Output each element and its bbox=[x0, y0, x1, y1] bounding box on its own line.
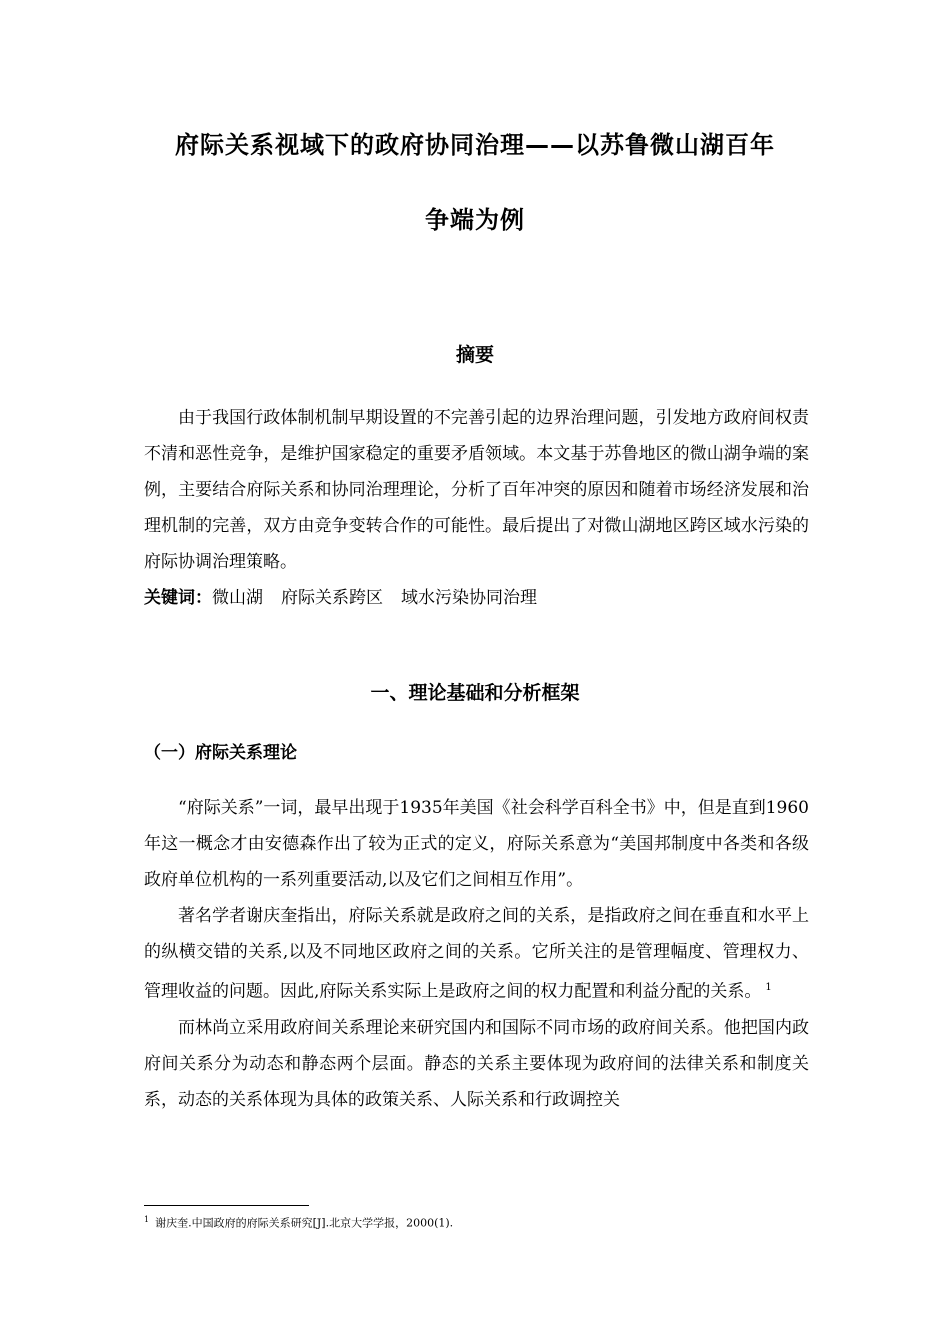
footnote-reference: 1 bbox=[765, 982, 772, 993]
subsection-heading: （一）府际关系理论 bbox=[144, 743, 297, 763]
footnote-divider bbox=[144, 1205, 309, 1206]
document-title-line-1: 府际关系视域下的政府协同治理——以苏鲁微山湖百年 bbox=[175, 131, 775, 159]
keyword-item: 域水污染协同治理 bbox=[401, 588, 537, 608]
footnote-text: 谢庆奎.中国政府的府际关系研究[J].北京大学学报，2000(1). bbox=[155, 1216, 454, 1230]
body-paragraph-2-text: 著名学者谢庆奎指出，府际关系就是政府之间的关系，是指政府之间在垂直和水平上的纵横交错的关系,以及不同地区政府之间的关系。它所关注的是管理幅度、管理权力、管理收益的问题。因此,府际关系实际上是政府之间的权力配置和利益分配的关系。 bbox=[144, 906, 809, 1002]
main-body bbox=[144, 790, 809, 1118]
keyword-item: 府际关系跨区 bbox=[281, 588, 383, 608]
keywords-label: 关键词： bbox=[144, 588, 212, 608]
document-title-line-2: 争端为例 bbox=[425, 206, 525, 234]
body-paragraph-2 bbox=[144, 898, 809, 1010]
abstract-body bbox=[144, 400, 809, 580]
abstract-heading: 摘要 bbox=[455, 344, 494, 366]
footnote-number: 1 bbox=[144, 1215, 150, 1224]
footnote bbox=[144, 1212, 453, 1232]
body-paragraph-1: “府际关系”一词，最早出现于1935年美国《社会科学百科全书》中，但是直到1960年这一概念才由安德森作出了较为正式的定义，府际关系意为“美国邦制度中各类和各级政府单位机构的一系列重要活动,以及它们之间相互作用”。 bbox=[144, 798, 809, 890]
body-paragraph-3: 而林尚立采用政府间关系理论来研究国内和国际不同市场的政府间关系。他把国内政府间关系分为动态和静态两个层面。静态的关系主要体现为政府间的法律关系和制度关系，动态的关系体现为具体的政策关系、人际关系和行政调控关 bbox=[144, 1017, 809, 1110]
abstract-paragraph: 由于我国行政体制机制早期设置的不完善引起的边界治理问题，引发地方政府间权责不清和恶性竞争，是维护国家稳定的重要矛盾领域。本文基于苏鲁地区的微山湖争端的案例，主要结合府际关系和协同治理理论，分析了百年冲突的原因和随着市场经济发展和治理机制的完善，双方由竞争变转合作的可能性。最后提出了对微山湖地区跨区域水污染的府际协调治理策略。 bbox=[144, 408, 809, 572]
section-heading: 一、理论基础和分析框架 bbox=[370, 682, 580, 704]
keyword-item: 微山湖 bbox=[212, 588, 263, 608]
keywords-line bbox=[144, 583, 809, 613]
